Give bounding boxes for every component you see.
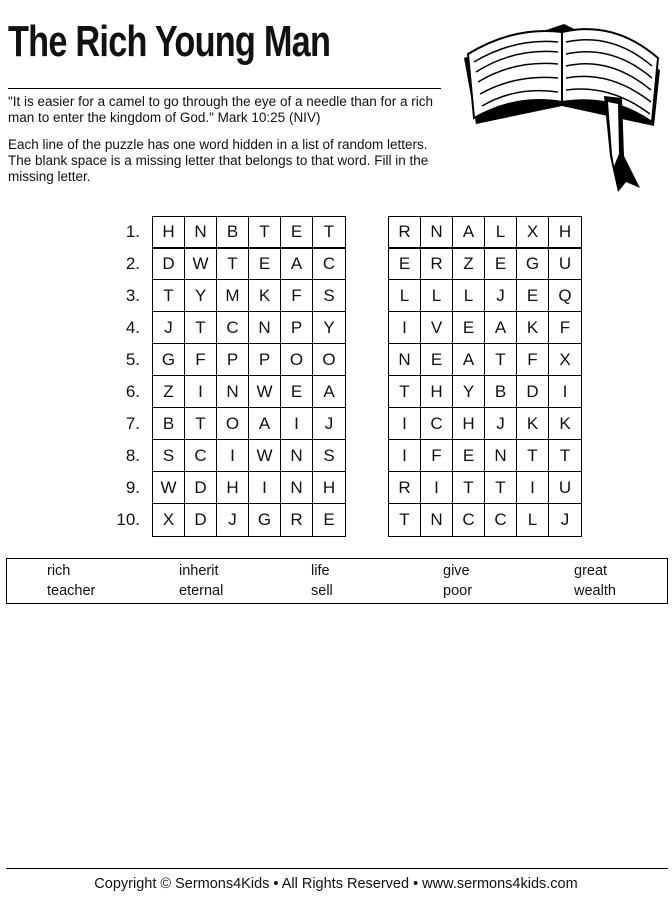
letter-cell: Z: [153, 376, 185, 408]
letter-cell: E: [485, 248, 517, 280]
letter-cell: I: [389, 312, 421, 344]
letter-cell: T: [389, 504, 421, 536]
letter-cell: E: [517, 280, 549, 312]
letter-group-left: [152, 216, 346, 249]
row-number: 2.: [125, 254, 140, 273]
letter-cell: B: [153, 408, 185, 440]
scripture-quote: "It is easier for a camel to go through the eye of a needle than for a rich man to enter the kingdom of God." Mark 10:25 (NIV): [8, 94, 434, 125]
letter-cell: D: [517, 376, 549, 408]
letter-cell: J: [153, 312, 185, 344]
letter-cell: N: [281, 472, 313, 504]
letter-cell: T: [549, 440, 581, 472]
letter-group-right: [388, 247, 582, 280]
letter-cell: Y: [453, 376, 485, 408]
letter-cell: C: [485, 504, 517, 536]
letter-group-left: [152, 407, 346, 440]
puzzle-row: [104, 408, 582, 440]
letter-cell: T: [249, 217, 281, 249]
letter-cell: X: [549, 344, 581, 376]
letter-cell: B: [485, 376, 517, 408]
letter-cell: F: [517, 344, 549, 376]
row-number: 4.: [125, 318, 140, 337]
letter-cell: H: [217, 472, 249, 504]
letter-cell: Y: [185, 280, 217, 312]
letter-cell: T: [389, 376, 421, 408]
letter-cell: L: [453, 280, 485, 312]
letter-cell: I: [389, 440, 421, 472]
letter-cell: H: [153, 217, 185, 249]
row-number: 6.: [125, 382, 140, 401]
letter-cell: E: [323, 509, 335, 529]
letter-group-left: [152, 311, 346, 344]
letter-cell: F: [549, 312, 581, 344]
letter-cell: U: [549, 472, 581, 504]
word-bank-item: life: [311, 563, 330, 579]
letter-cell: T: [185, 312, 217, 344]
letter-cell: H: [453, 408, 485, 440]
open-bible-icon: [454, 6, 668, 194]
letter-cell: I: [517, 472, 549, 504]
letter-cell: T: [517, 440, 549, 472]
letter-cell: L: [421, 280, 453, 312]
letter-cell: N: [249, 312, 281, 344]
letter-cell: D: [185, 504, 217, 536]
letter-cell: X: [517, 217, 549, 249]
letter-cell: M: [217, 280, 249, 312]
puzzle-row: [104, 248, 582, 280]
letter-cell: R: [421, 248, 453, 280]
letter-cell: H: [313, 472, 345, 504]
letter-cell: U: [549, 248, 581, 280]
letter-cell: C: [185, 440, 217, 472]
letter-cell: C: [421, 408, 453, 440]
letter-puzzle-grid: [104, 216, 582, 536]
row-number: 8.: [125, 446, 140, 465]
letter-cell: G: [153, 344, 185, 376]
letter-cell: Z: [453, 248, 485, 280]
letter-cell: T: [185, 408, 217, 440]
letter-cell: Q: [549, 280, 581, 312]
row-number: 9.: [125, 478, 140, 497]
letter-cell: W: [153, 472, 185, 504]
footer-divider: [6, 868, 668, 869]
letter-group-left: [152, 375, 346, 408]
letter-cell: V: [421, 312, 453, 344]
letter-cell: H: [549, 217, 581, 249]
letter-cell: E: [389, 248, 421, 280]
letter-cell: R: [389, 217, 421, 249]
word-bank-item: eternal: [179, 583, 224, 599]
letter-cell: A: [485, 312, 517, 344]
row-number: 1.: [125, 222, 140, 241]
letter-cell: N: [421, 504, 453, 536]
puzzle-instructions: Each line of the puzzle has one word hidden in a list of random letters. The blank space is a missing letter that belongs to that word. Fill in the missing letter.: [8, 137, 429, 184]
letter-cell: J: [560, 509, 570, 529]
puzzle-row: [104, 280, 582, 312]
letter-cell: R: [281, 504, 313, 536]
letter-cell: H: [421, 376, 453, 408]
letter-cell: N: [281, 440, 313, 472]
letter-cell: A: [249, 408, 281, 440]
letter-cell: O: [313, 344, 345, 376]
letter-cell: T: [153, 280, 185, 312]
row-number: 3.: [125, 286, 140, 305]
letter-cell: J: [485, 280, 517, 312]
letter-cell: E: [453, 440, 485, 472]
word-bank-item: sell: [311, 583, 333, 599]
letter-cell: C: [217, 312, 249, 344]
letter-cell: N: [217, 376, 249, 408]
letter-cell: X: [153, 504, 185, 536]
letter-cell: I: [549, 376, 581, 408]
letter-cell: J: [217, 504, 249, 536]
letter-cell: G: [517, 248, 549, 280]
letter-cell: W: [185, 248, 217, 280]
letter-group-right: [388, 503, 582, 537]
letter-cell: F: [281, 280, 313, 312]
copyright-footer: Copyright © Sermons4Kids • All Rights Reserved • www.sermons4kids.com: [94, 876, 578, 892]
puzzle-row: [104, 312, 582, 344]
letter-cell: R: [389, 472, 421, 504]
letter-group-right: [388, 471, 582, 504]
letter-cell: A: [453, 217, 485, 249]
letter-cell: K: [249, 280, 281, 312]
title-divider: [8, 88, 441, 89]
row-number: 5.: [125, 350, 140, 369]
letter-cell: T: [453, 472, 485, 504]
letter-group-left: [152, 343, 346, 376]
word-bank-item: rich: [47, 563, 71, 579]
word-bank-item: inherit: [179, 563, 219, 579]
letter-group-left: [152, 439, 346, 472]
letter-cell: S: [313, 280, 345, 312]
letter-cell: B: [217, 217, 249, 249]
word-bank-item: poor: [443, 583, 473, 599]
letter-group-right: [388, 407, 582, 440]
page-title: The Rich Young Man: [8, 17, 331, 66]
letter-group-right: [388, 279, 582, 312]
letter-cell: W: [249, 440, 281, 472]
letter-group-left: [152, 471, 346, 504]
letter-group-left: [152, 503, 346, 537]
letter-cell: J: [485, 408, 517, 440]
letter-group-right: [388, 216, 582, 249]
letter-cell: E: [453, 312, 485, 344]
letter-group-right: [388, 343, 582, 376]
letter-cell: L: [389, 280, 421, 312]
row-number: 10.: [116, 510, 140, 529]
puzzle-row: [104, 216, 582, 248]
puzzle-row: [104, 440, 582, 472]
letter-cell: Y: [313, 312, 345, 344]
letter-cell: W: [249, 376, 281, 408]
letter-cell: D: [185, 472, 217, 504]
word-bank: [6, 558, 668, 604]
letter-cell: T: [217, 248, 249, 280]
letter-cell: A: [453, 344, 485, 376]
letter-cell: P: [249, 344, 281, 376]
puzzle-row: [104, 472, 582, 504]
letter-cell: G: [249, 504, 281, 536]
letter-cell: I: [185, 376, 217, 408]
letter-cell: N: [421, 217, 453, 249]
letter-cell: P: [281, 312, 313, 344]
letter-group-right: [388, 439, 582, 472]
letter-cell: S: [153, 440, 185, 472]
letter-cell: A: [281, 248, 313, 280]
letter-cell: I: [389, 408, 421, 440]
letter-cell: O: [281, 344, 313, 376]
letter-cell: K: [549, 408, 581, 440]
letter-cell: C: [453, 504, 485, 536]
letter-group-left: [152, 279, 346, 312]
letter-cell: L: [517, 504, 549, 536]
letter-cell: O: [217, 408, 249, 440]
letter-cell: P: [217, 344, 249, 376]
letter-cell: L: [485, 217, 517, 249]
word-bank-item: teacher: [47, 583, 96, 599]
letter-cell: I: [421, 472, 453, 504]
letter-cell: T: [485, 472, 517, 504]
letter-group-left: [152, 247, 346, 280]
letter-cell: I: [281, 408, 313, 440]
puzzle-row: [104, 376, 582, 408]
letter-cell: N: [185, 217, 217, 249]
letter-cell: I: [249, 472, 281, 504]
letter-cell: C: [313, 248, 345, 280]
row-number: 7.: [125, 414, 140, 433]
letter-group-right: [388, 311, 582, 344]
letter-cell: N: [389, 344, 421, 376]
letter-cell: A: [313, 376, 345, 408]
puzzle-row: [104, 344, 582, 376]
letter-cell: K: [517, 408, 549, 440]
puzzle-row: [104, 504, 582, 536]
letter-cell: S: [313, 440, 345, 472]
letter-cell: D: [153, 248, 185, 280]
letter-cell: T: [313, 217, 345, 249]
letter-cell: I: [217, 440, 249, 472]
letter-group-right: [388, 375, 582, 408]
word-bank-item: give: [443, 563, 470, 579]
letter-cell: J: [313, 408, 345, 440]
letter-cell: F: [185, 344, 217, 376]
letter-cell: K: [517, 312, 549, 344]
letter-cell: F: [421, 440, 453, 472]
letter-cell: E: [421, 344, 453, 376]
letter-cell: N: [485, 440, 517, 472]
letter-cell: E: [281, 217, 313, 249]
letter-cell: E: [249, 248, 281, 280]
word-bank-item: great: [574, 563, 608, 579]
letter-cell: E: [281, 376, 313, 408]
word-bank-item: wealth: [574, 583, 616, 599]
letter-cell: T: [485, 344, 517, 376]
